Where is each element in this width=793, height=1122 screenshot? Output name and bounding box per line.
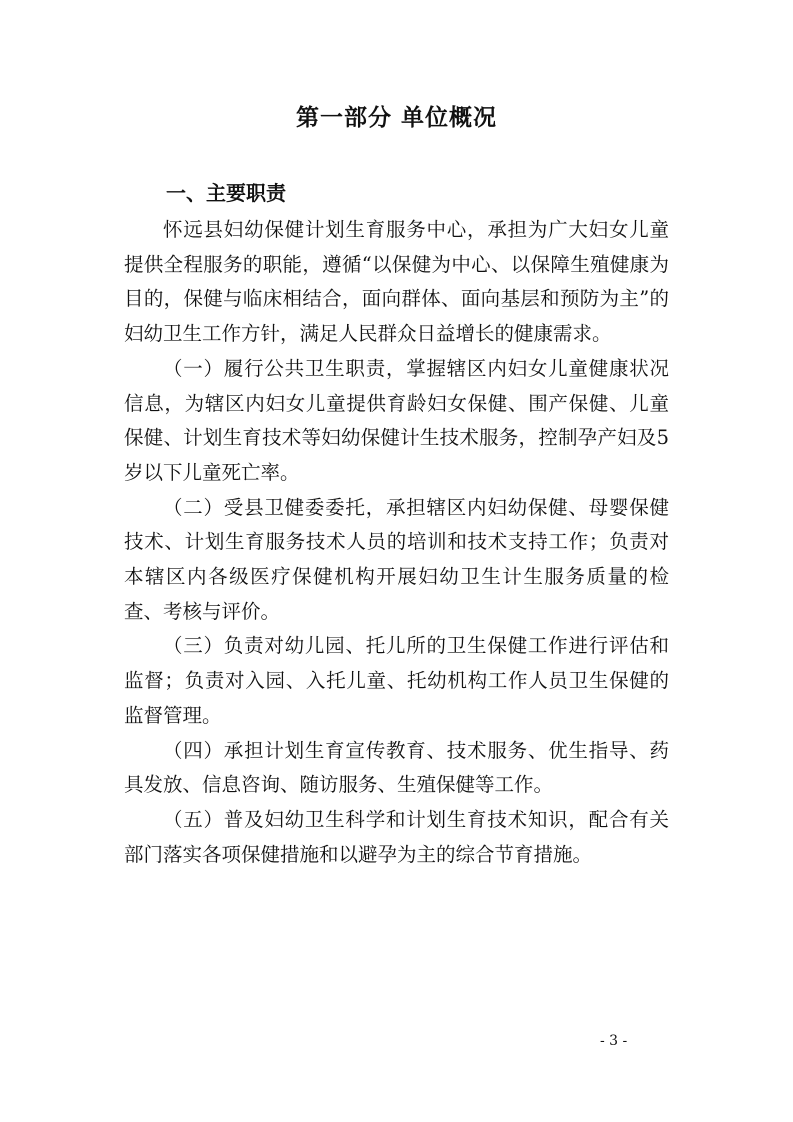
paragraph-intro: 怀远县妇幼保健计划生育服务中心，承担为广大妇女儿童提供全程服务的职能，遵循“以保健为中心、以保障生殖健康为目的，保健与临床相结合，面向群体、面向基层和预防为主”的妇幼卫生工作方针，满足人民群众日益增长的健康需求。 bbox=[124, 218, 669, 346]
page-number: - 3 - bbox=[600, 1033, 628, 1049]
page-title: 第一部分 单位概况 bbox=[295, 105, 497, 131]
paragraph-duty-4: （四）承担计划生育宣传教育、技术服务、优生指导、药具发放、信息咨询、随访服务、生殖保健等工作。 bbox=[124, 738, 669, 797]
paragraph-duty-2: （二）受县卫健委委托，承担辖区内妇幼保健、母婴保健技术、计划生育服务技术人员的培训和技术支持工作；负责对本辖区内各级医疗保健机构开展妇幼卫生计生服务质量的检查、考核与评价。 bbox=[124, 495, 669, 623]
body-text bbox=[124, 213, 669, 872]
paragraph-duty-5: （五）普及妇幼卫生科学和计划生育技术知识，配合有关部门落实各项保健措施和以避孕为主的综合节育措施。 bbox=[124, 807, 669, 866]
paragraph-duty-1: （一）履行公共卫生职责，掌握辖区内妇女儿童健康状况信息，为辖区内妇女儿童提供育龄妇女保健、围产保健、儿童保健、计划生育技术等妇幼保健计生技术服务，控制孕产妇及5岁以下儿童死亡率。 bbox=[124, 356, 669, 484]
section-heading: 一、主要职责 bbox=[166, 181, 286, 205]
paragraph-duty-3: （三）负责对幼儿园、托儿所的卫生保健工作进行评估和监督；负责对入园、入托儿童、托幼机构工作人员卫生保健的监督管理。 bbox=[124, 634, 669, 727]
